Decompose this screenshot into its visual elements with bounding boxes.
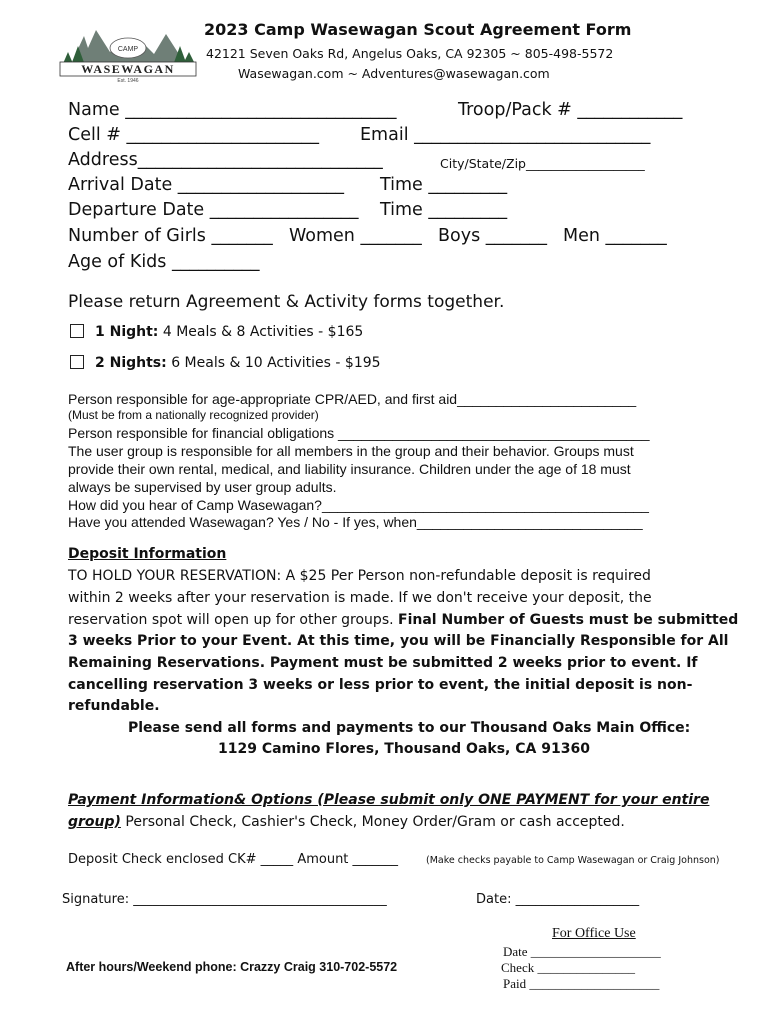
deposit-line-6: cancelling reservation 3 weeks or less prior to event, the initial deposit is non- [68, 677, 693, 693]
camp-logo [58, 26, 198, 84]
departure-time-field[interactable]: Time _________ [380, 200, 508, 220]
cpr-note: (Must be from a nationally recognized provider) [68, 408, 319, 422]
deposit-line-7: refundable. [68, 698, 160, 714]
deposit-line-3a: reservation spot will open up for other groups. [68, 612, 399, 628]
girls-count-field[interactable]: Number of Girls _______ [68, 226, 273, 246]
deposit-line-1: TO HOLD YOUR RESERVATION: A $25 Per Person non-refundable deposit is required [68, 568, 651, 584]
office-check-field[interactable]: Check _______________ [501, 960, 635, 975]
option-2-label [95, 355, 381, 371]
deposit-line-4: 3 weeks Prior to your Event. At this time, you will be Financially Responsible for All [68, 633, 729, 649]
user-group-line-2: provide their own rental, medical, and liability insurance. Children under the age of 18 must [68, 461, 631, 477]
deposit-check-field[interactable]: Deposit Check enclosed CK# _____ Amount _______ [68, 852, 399, 867]
logo-small-text: CAMP [117, 46, 139, 53]
main-office-address: 1129 Camino Flores, Thousand Oaks, CA 91360 [218, 741, 590, 757]
payment-heading-2: group) [68, 814, 121, 830]
option-2-bold: 2 Nights: [95, 355, 167, 371]
option-2-rest: 6 Meals & 10 Activities - $195 [166, 355, 381, 371]
after-hours-phone: After hours/Weekend phone: Crazzy Craig 310-702-5572 [66, 960, 398, 974]
payment-line-2 [68, 814, 625, 830]
email-field[interactable]: Email ___________________________ [360, 125, 651, 145]
option-1-label [95, 324, 363, 340]
logo-tag-text: Est. 1946 [117, 78, 139, 84]
kids-age-field[interactable]: Age of Kids __________ [68, 252, 260, 272]
form-title: 2023 Camp Wasewagan Scout Agreement Form [204, 20, 632, 39]
cpr-responsible-field[interactable]: Person responsible for age-appropriate CPR/AED, and first aid_______________________ [68, 391, 637, 407]
option-1-bold: 1 Night: [95, 324, 159, 340]
deposit-heading: Deposit Information [68, 546, 227, 562]
option-1-checkbox[interactable] [70, 324, 84, 338]
signature-field[interactable]: Signature: _______________________________________ [62, 892, 387, 907]
departure-date-field[interactable]: Departure Date _________________ [68, 200, 359, 220]
office-paid-field[interactable]: Paid ____________________ [503, 976, 660, 991]
user-group-line-3: always be supervised by user group adults. [68, 479, 337, 495]
signature-date-field[interactable]: Date: ___________________ [476, 892, 640, 907]
option-2-checkbox[interactable] [70, 355, 84, 369]
checks-payable-note: (Make checks payable to Camp Wasewagan or Craig Johnson) [426, 855, 720, 866]
office-use-heading: For Office Use [552, 926, 636, 941]
troop-field[interactable]: Troop/Pack # ____________ [458, 100, 683, 120]
send-forms-note: Please send all forms and payments to our Thousand Oaks Main Office: [128, 720, 691, 736]
boys-count-field[interactable]: Boys _______ [438, 226, 547, 246]
city-state-zip-field[interactable]: City/State/Zip___________________ [440, 156, 645, 171]
deposit-line-5: Remaining Reservations. Payment must be submitted 2 weeks prior to event. If [68, 655, 698, 671]
men-count-field[interactable]: Men _______ [563, 226, 667, 246]
deposit-line-3b: Final Number of Guests must be submitted [398, 612, 739, 628]
return-note: Please return Agreement & Activity forms together. [68, 292, 505, 312]
payment-heading-1: Payment Information& Options (Please submit only ONE PAYMENT for your entire [68, 792, 710, 808]
camp-web-email: Wasewagan.com ~ Adventures@wasewagan.com [238, 66, 550, 81]
logo-name-text: WASEWAGAN [81, 62, 175, 76]
attended-before-field[interactable]: Have you attended Wasewagan? Yes / No - If yes, when_____________________________ [68, 514, 643, 530]
women-count-field[interactable]: Women _______ [289, 226, 422, 246]
deposit-line-2: within 2 weeks after your reservation is made. If we don't receive your deposit, the [68, 590, 652, 606]
camp-address: 42121 Seven Oaks Rd, Angelus Oaks, CA 92305 ~ 805-498-5572 [206, 46, 614, 61]
financial-responsible-field[interactable]: Person responsible for financial obligations ________________________________________ [68, 425, 650, 441]
hear-about-field[interactable]: How did you hear of Camp Wasewagan?__________________________________________ [68, 497, 649, 513]
arrival-date-field[interactable]: Arrival Date ___________________ [68, 175, 345, 195]
name-field[interactable]: Name _______________________________ [68, 100, 397, 120]
deposit-line-3 [68, 612, 738, 628]
arrival-time-field[interactable]: Time _________ [380, 175, 508, 195]
office-date-field[interactable]: Date ____________________ [503, 944, 661, 959]
payment-accepted: Personal Check, Cashier's Check, Money Order/Gram or cash accepted. [120, 814, 625, 830]
cell-field[interactable]: Cell # ______________________ [68, 125, 319, 145]
option-1-rest: 4 Meals & 8 Activities - $165 [158, 324, 364, 340]
user-group-line-1: The user group is responsible for all members in the group and their behavior. Groups must [68, 443, 634, 459]
address-field[interactable]: Address____________________________ [68, 150, 383, 170]
